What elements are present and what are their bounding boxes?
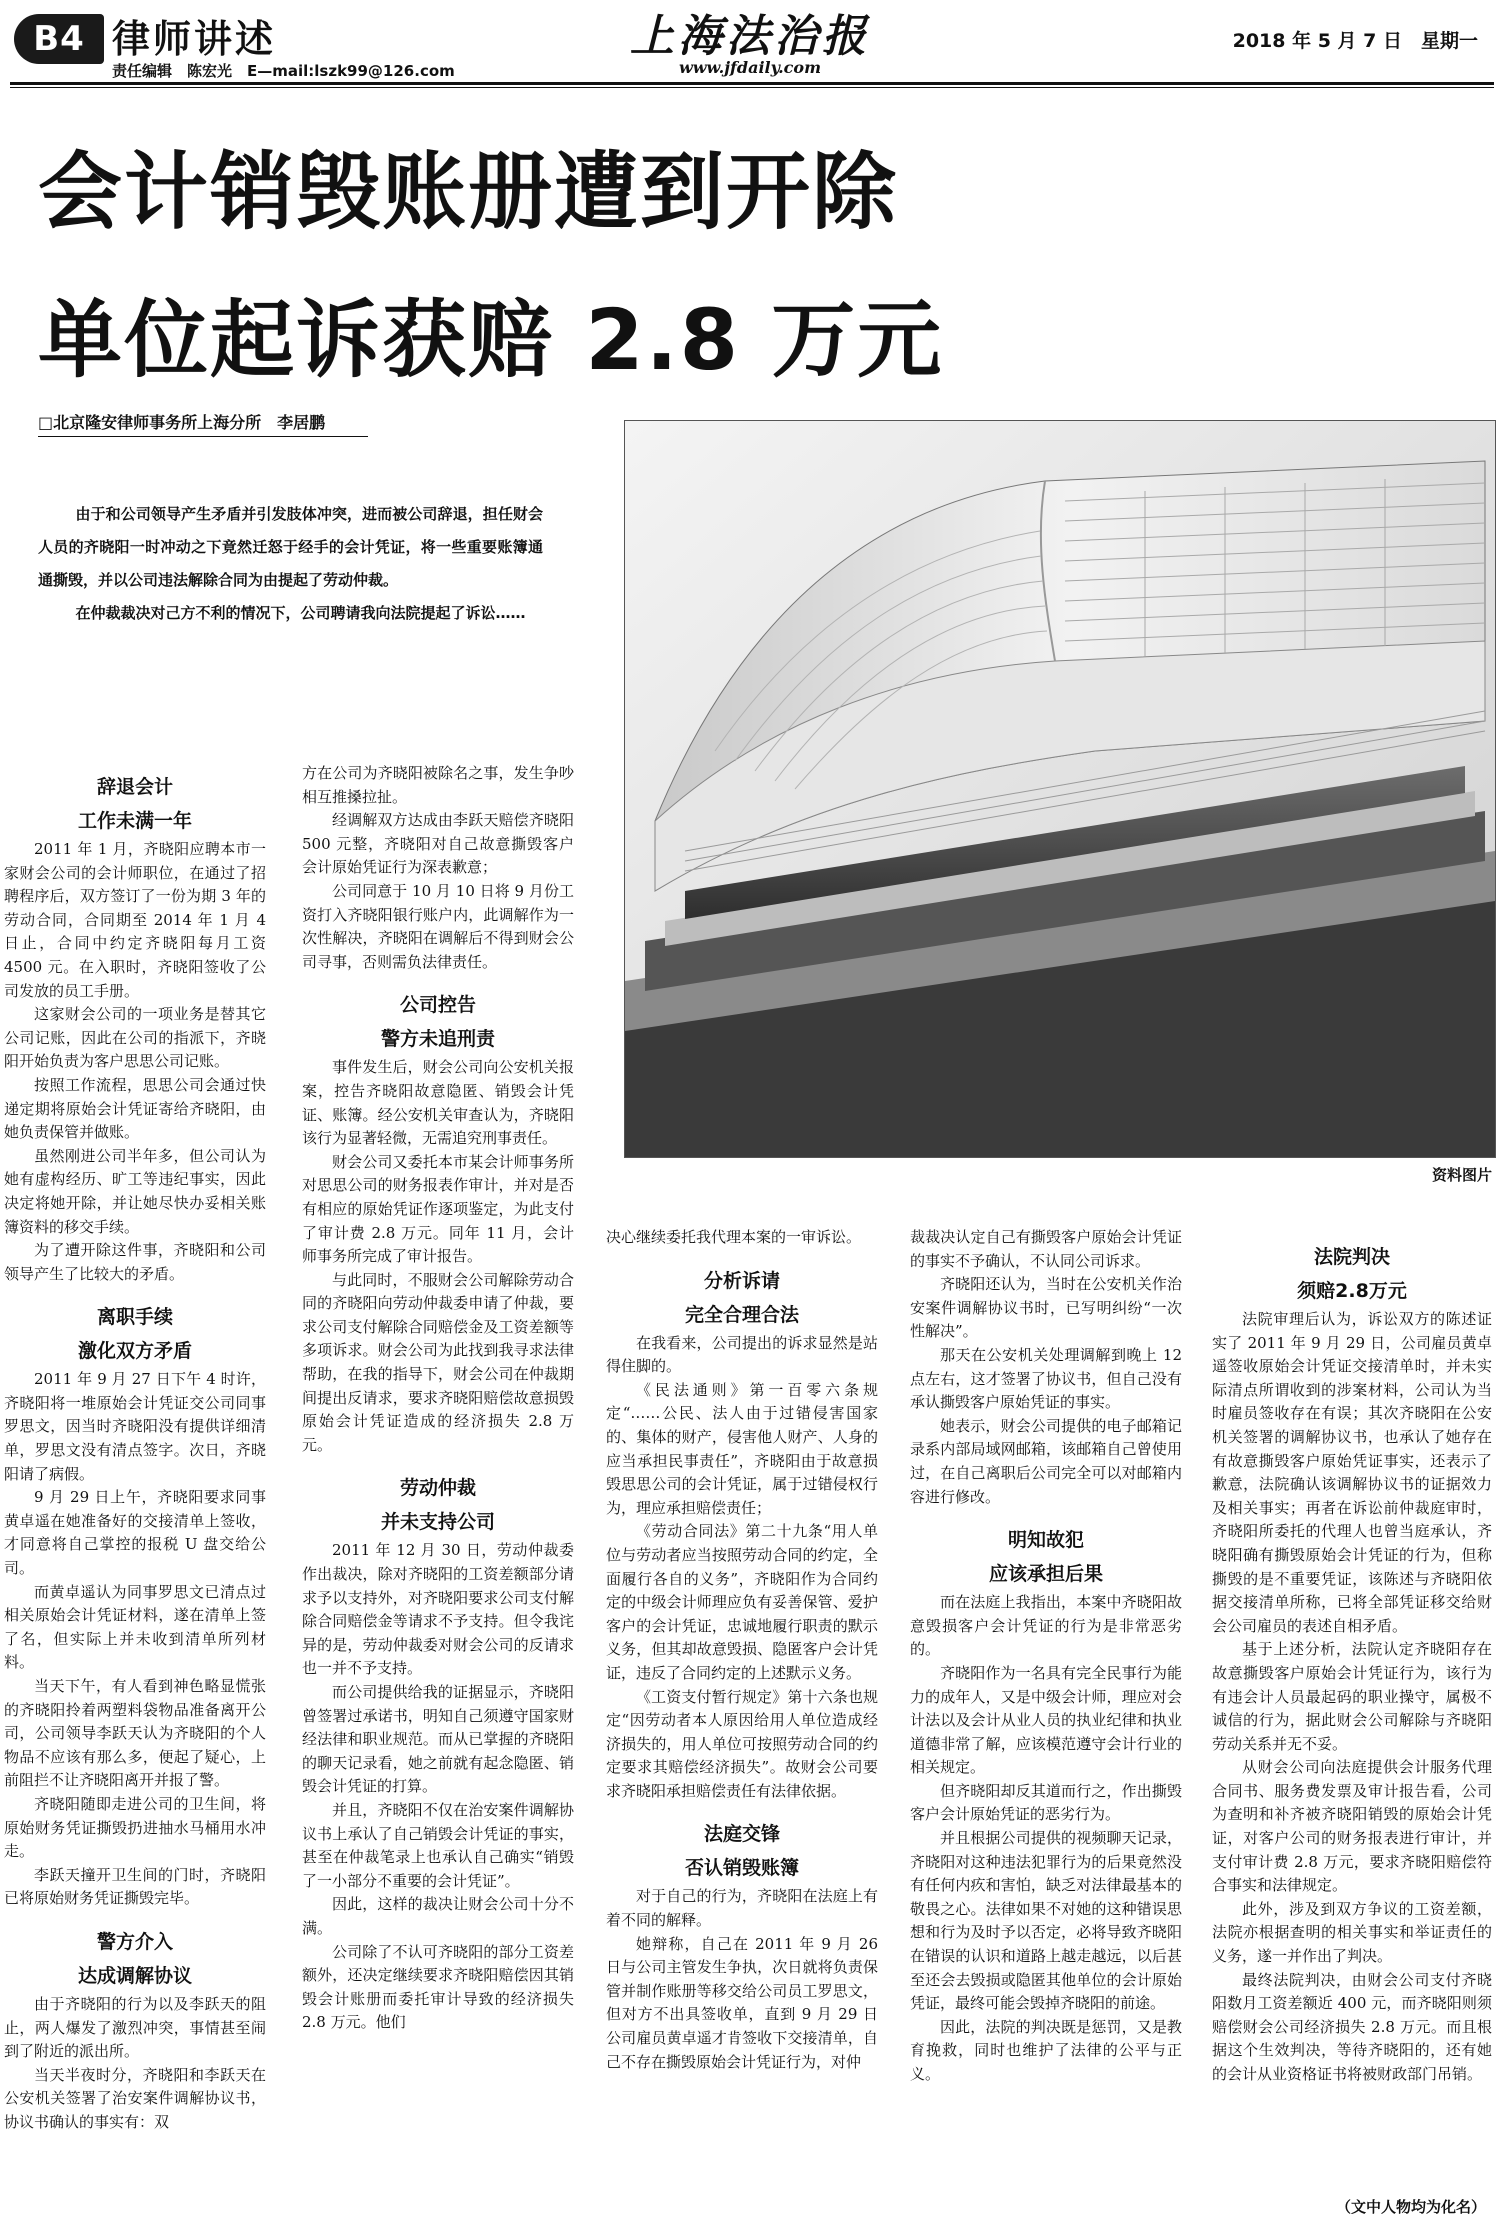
paragraph: 裁裁决认定自己有撕毁客户原始会计凭证的事实不予确认，不认同公司诉求。 xyxy=(910,1228,1182,1270)
article-column-5 xyxy=(1212,1240,1492,2192)
lead-paragraph xyxy=(38,498,543,630)
paragraph: 当天半夜时分，齐晓阳和李跃天在公安机关签署了治安案件调解协议书，协议书确认的事实有：双 xyxy=(4,2065,266,2131)
subheading: 否认销毁账簿 xyxy=(684,1857,799,1880)
headline-line2: 单位起诉获赔 2.8 万元 xyxy=(38,291,944,389)
paragraph: 她表示，财会公司提供的电子邮箱记录系内部局域网邮箱，该邮箱自己曾使用过，在自己离职后公司完全可以对邮箱内容进行修改。 xyxy=(910,1416,1182,1506)
article-column-1 xyxy=(4,770,266,2226)
ledger-photo xyxy=(624,420,1496,1158)
paragraph: 这家财会公司的一项业务是替其它公司记账，因此在公司的指派下，齐晓阳开始负责为客户思思公司记账。 xyxy=(4,1005,266,1071)
paragraph: 决心继续委托我代理本案的一审诉讼。 xyxy=(606,1228,862,1246)
paragraph: 齐晓阳作为一名具有完全民事行为能力的成年人，又是中级会计师，理应对会计法以及会计从业人员的执业纪律和执业道德非常了解，应该模范遵守会计行业的相关规定。 xyxy=(910,1663,1182,1777)
paragraph: 最终法院判决，由财会公司支付齐晓阳数月工资差额近 400 元，而齐晓阳则须赔偿财会公司经济损失 2.8 万元。而且根据这个生效判决，等待齐晓阳的，还有她的会计从业资格证书将被财政部门吊销。 xyxy=(1212,1970,1492,2083)
byline-rule xyxy=(38,436,368,437)
paragraph: 《劳动合同法》第二十九条“用人单位与劳动者应当按照劳动合同的约定，全面履行各自的义务”，齐晓阳作为合同约定的中级会计师理应负有妥善保管、爱护客户的会计凭证，忠诚地履行职责的默示义务，但其却故意毁损、隐匿客户会计凭证，违反了合同约定的上述默示义务。 xyxy=(606,1522,878,1682)
paragraph: 与此同时，不服财会公司解除劳动合同的齐晓阳向劳动仲裁委申请了仲裁，要求公司支付解除合同赔偿金及工资差额等多项诉求。财会公司为此找到我寻求法律帮助，在我的指导下，财会公司在仲裁期间提出反请求，要求齐晓阳赔偿故意损毁原始会计凭证造成的经济损失 2.8 万元。 xyxy=(302,1270,574,1454)
ledger-books-image xyxy=(625,421,1495,1157)
paragraph: 按照工作流程，思思公司会通过快递定期将原始会计凭证寄给齐晓阳，由她负责保管并做账。 xyxy=(4,1075,266,1142)
paragraph: 2011 年 9 月 27 日下午 4 时许，齐晓阳将一堆原始会计凭证交公司同事罗思文，因当时齐晓阳没有提供详细清单，罗思文没有清点签字。次日，齐晓阳请了病假。 xyxy=(4,1370,266,1483)
footnote: （文中人物均为化名） xyxy=(1335,2198,1486,2216)
paragraph: 并且，齐晓阳不仅在治安案件调解协议书上承认了自己销毁会计凭证的事实，甚至在仲裁笔录上也承认自己确实“销毁了一小部分不重要的会计凭证”。 xyxy=(302,1800,574,1890)
paragraph: 而黄卓遥认为同事罗思文已清点过相关原始会计凭证材料，遂在清单上签了名，但实际上并未收到清单所列材料。 xyxy=(4,1582,266,1672)
header-rule-thin xyxy=(10,87,1494,88)
paragraph: 财会公司又委托本市某会计师事务所对思思公司的财务报表作审计，并对是否有相应的原始凭证作逐项鉴定，为此支付了审计费 2.8 万元。同年 11 月，会计师事务所完成了审计报告。 xyxy=(302,1152,574,1266)
byline: □北京隆安律师事务所上海分所 李居鹏 xyxy=(38,413,326,432)
subheading: 离职手续 xyxy=(96,1306,173,1329)
issue-date: 2018 年 5 月 7 日 星期一 xyxy=(1232,30,1478,52)
paragraph: 《工资支付暂行规定》第十六条也规定“因劳动者本人原因给用人单位造成经济损失的，用人单位可按照劳动合同的约定要求其赔偿经济损失”。故财会公司要求齐晓阳承担赔偿责任有法律依据。 xyxy=(606,1687,878,1800)
subheading: 法院判决 xyxy=(1313,1246,1390,1268)
paragraph: 她辩称，自己在 2011 年 9 月 26 日与公司主管发生争执，次日就将负责保管并制作账册等移交给公司员工罗思文，但对方不出具签收单，直到 9 月 29 日公司雇员黄卓遥才肯签收下交接清单，自己不存在撕毁原始会计凭证行为，对仲 xyxy=(606,1934,878,2071)
paragraph: 经调解双方达成由李跃天赔偿齐晓阳 500 元整，齐晓阳对自己故意撕毁客户会计原始凭证行为深表歉意； xyxy=(302,811,574,877)
paragraph: 2011 年 12 月 30 日，劳动仲裁委作出裁决，除对齐晓阳的工资差额部分请求予以支持外，对齐晓阳要求公司支付解除合同赔偿金等请求不予支持。但令我诧异的是，劳动仲裁委对财会公司的反请求也一并不予支持。 xyxy=(302,1541,574,1678)
subheading: 警方未追刑责 xyxy=(380,1028,495,1051)
paragraph: 那天在公安机关处理调解到晚上 12 点左右，这才签署了协议书，但自己没有承认撕毁客户原始凭证的事实。 xyxy=(910,1345,1182,1412)
paragraph: 《民法通则》第一百零六条规定“……公民、法人由于过错侵害国家的、集体的财产，侵害他人财产、人身的应当承担民事责任”，齐晓阳由于故意损毁思思公司的会计凭证，属于过错侵权行为，理应承担赔偿责任； xyxy=(606,1380,878,1517)
paragraph: 当天下午，有人看到神色略显慌张的齐晓阳拎着两塑料袋物品准备离开公司，公司领导李跃天认为齐晓阳的个人物品不应该有那么多，便起了疑心，上前阻拦不让齐晓阳离开并报了警。 xyxy=(4,1677,266,1790)
subheading: 应该承担后果 xyxy=(988,1563,1103,1586)
paragraph: 事件发生后，财会公司向公安机关报案，控告齐晓阳故意隐匿、销毁会计凭证、账簿。经公安机关审查认为，齐晓阳该行为显著轻微，无需追究刑事责任。 xyxy=(302,1058,574,1148)
subheading: 激化双方矛盾 xyxy=(77,1340,192,1363)
paragraph: 基于上述分析，法院认定齐晓阳存在故意撕毁客户原始会计凭证行为，该行为有违会计人员最起码的职业操守，属极不诚信的行为，据此财会公司解除与齐晓阳劳动关系并无不妥。 xyxy=(1212,1640,1492,1753)
paragraph: 公司同意于 10 月 10 日将 9 月份工资打入齐晓阳银行账户内，此调解作为一次性解决，齐晓阳在调解后不得到财会公司寻事，否则需负法律责任。 xyxy=(302,881,574,971)
paragraph: 9 月 29 日上午，齐晓阳要求同事黄卓遥在她准备好的交接清单上签收，才同意将自己掌控的报税 U 盘交给公司。 xyxy=(4,1488,266,1578)
editor-line: 责任编辑 陈宏光 E—mail:lszk99@126.com xyxy=(112,62,455,80)
paragraph: 而公司提供给我的证据显示，齐晓阳曾签署过承诺书，明知自己须遵守国家财经法律和职业规范。而从已掌握的齐晓阳的聊天记录看，她之前就有起念隐匿、销毁会计凭证的打算。 xyxy=(302,1683,574,1796)
subheading: 分析诉请 xyxy=(703,1269,780,1292)
subheading: 警方介入 xyxy=(96,1930,173,1953)
paragraph: 2011 年 1 月，齐晓阳应聘本市一家财会公司的会计师职位，在通过了招聘程序后，双方签订了一份为期 3 年的劳动合同，合同期至 2014 年 1 月 4 日止，合同中约定齐晓阳每月工资 4500 元。在入职时，齐晓阳签收了公司发放的员工手册。 xyxy=(4,840,266,1000)
article-column-3 xyxy=(606,1226,878,2226)
paragraph: 对于自己的行为，齐晓阳在法庭上有着不同的解释。 xyxy=(606,1887,878,1930)
subheading: 达成调解协议 xyxy=(77,1964,192,1987)
paragraph: 从财会公司向法庭提供会计服务代理合同书、服务费发票及审计报告看，公司为查明和补齐被齐晓阳销毁的原始会计凭证，对客户公司的财务报表进行审计，并支付审计费 2.8 万元，要求齐晓阳赔偿符合事实和法律规定。 xyxy=(1212,1758,1492,1895)
subheading: 并未支持公司 xyxy=(380,1511,495,1534)
paper-logo: 上海法治报 xyxy=(630,11,870,62)
paragraph: 为了遭开除这件事，齐晓阳和公司领导产生了比较大的矛盾。 xyxy=(4,1241,266,1283)
photo-caption: 资料图片 xyxy=(1431,1166,1492,1184)
paragraph: 法院审理后认为，诉讼双方的陈述证实了 2011 年 9 月 29 日，公司雇员黄卓遥签收原始会计凭证交接清单时，并未实际清点所谓收到的涉案材料，公司认为当时雇员签收存在有误；其次齐晓阳在公安机关签署的调解协议书，也承认了她存在有故意撕毁客户原始凭证事实，还表示了歉意，法院确认该调解协议书的证据效力及相关事实；再者在诉讼前仲裁庭审时，齐晓阳所委托的代理人也曾当庭承认，齐晓阳确有撕毁原始会计凭证的行为，但称撕毁的是不重要凭证，该陈述与齐晓阳依据交接清单所称，已将全部凭证移交给财会公司雇员的表述自相矛盾。 xyxy=(1212,1310,1492,1635)
paragraph: 齐晓阳还认为，当时在公安机关作治安案件调解协议书时，已写明纠纷“一次性解决”。 xyxy=(910,1275,1182,1341)
paragraph: 在我看来，公司提出的诉求显然是站得住脚的。 xyxy=(606,1333,878,1376)
page-badge: B4 xyxy=(14,14,104,64)
subheading: 明知故犯 xyxy=(1007,1529,1084,1552)
subheading: 法庭交锋 xyxy=(703,1823,780,1846)
subheading: 须赔2.8万元 xyxy=(1297,1280,1407,1302)
section-title: 律师讲述 xyxy=(112,17,277,61)
article-column-2 xyxy=(302,762,574,2226)
paragraph: 因此，法院的判决既是惩罚，又是教育挽救，同时也维护了法律的公平与正义。 xyxy=(910,2017,1182,2083)
lead-text-2: 在仲裁裁决对己方不利的情况下，公司聘请我向法院提起了诉讼…… xyxy=(75,604,526,622)
paragraph: 虽然刚进公司半年多，但公司认为她有虚构经历、旷工等违纪事实，因此决定将她开除，并让她尽快办妥相关账簿资料的移交手续。 xyxy=(4,1146,266,1236)
paragraph: 由于齐晓阳的行为以及李跃天的阻止，两人爆发了激烈冲突，事情甚至闹到了附近的派出所。 xyxy=(4,1994,266,2061)
website-link[interactable]: www.jfdaily.com xyxy=(678,58,822,77)
paragraph: 此外，涉及到双方争议的工资差额，法院亦根据查明的相关事实和举证责任的义务，遂一并作出了判决。 xyxy=(1212,1899,1492,1966)
subheading: 工作未满一年 xyxy=(77,810,192,832)
header-rule xyxy=(10,82,1494,85)
headline-line1: 会计销毁账册遭到开除 xyxy=(38,143,899,241)
subheading: 辞退会计 xyxy=(96,776,173,798)
paragraph: 而在法庭上我指出，本案中齐晓阳故意毁损客户会计凭证的行为是非常恶劣的。 xyxy=(910,1593,1182,1659)
paragraph: 齐晓阳随即走进公司的卫生间，将原始财务凭证撕毁扔进抽水马桶用水冲走。 xyxy=(4,1794,266,1861)
paragraph: 方在公司为齐晓阳被除名之事，发生争吵相互推搡拉扯。 xyxy=(302,764,574,806)
paragraph: 李跃天撞开卫生间的门时，齐晓阳已将原始财务凭证撕毁完毕。 xyxy=(4,1865,266,1908)
subheading: 公司控告 xyxy=(399,994,476,1017)
paragraph: 并且根据公司提供的视频聊天记录，齐晓阳对这种违法犯罪行为的后果竟然没有任何内疚和害怕，缺乏对法律最基本的敬畏之心。法律如果不对她的这种错误思想和行为及时予以否定，必将导致齐晓阳在错误的认识和道路上越走越远，以后甚至还会去毁损或隐匿其他单位的会计原始凭证，最终可能会毁掉齐晓阳的前途。 xyxy=(910,1829,1182,2013)
headline xyxy=(38,118,943,414)
subheading: 劳动仲裁 xyxy=(399,1477,476,1500)
article-column-4 xyxy=(910,1226,1182,2226)
paragraph: 因此，这样的裁决让财会公司十分不满。 xyxy=(302,1895,574,1937)
paragraph: 但齐晓阳却反其道而行之，作出撕毁客户会计原始凭证的恶劣行为。 xyxy=(910,1781,1182,1824)
lead-text-1: 由于和公司领导产生矛盾并引发肢体冲突，进而被公司辞退，担任财会人员的齐晓阳一时冲动之下竟然迁怒于经手的会计凭证，将一些重要账簿通通撕毁，并以公司违法解除合同为由提起了劳动仲裁。 xyxy=(38,505,543,589)
subheading: 完全合理合法 xyxy=(684,1303,799,1326)
paragraph: 公司除了不认可齐晓阳的部分工资差额外，还决定继续要求齐晓阳赔偿因其销毁会计账册而委托审计导致的经济损失 2.8 万元。他们 xyxy=(302,1942,574,2032)
